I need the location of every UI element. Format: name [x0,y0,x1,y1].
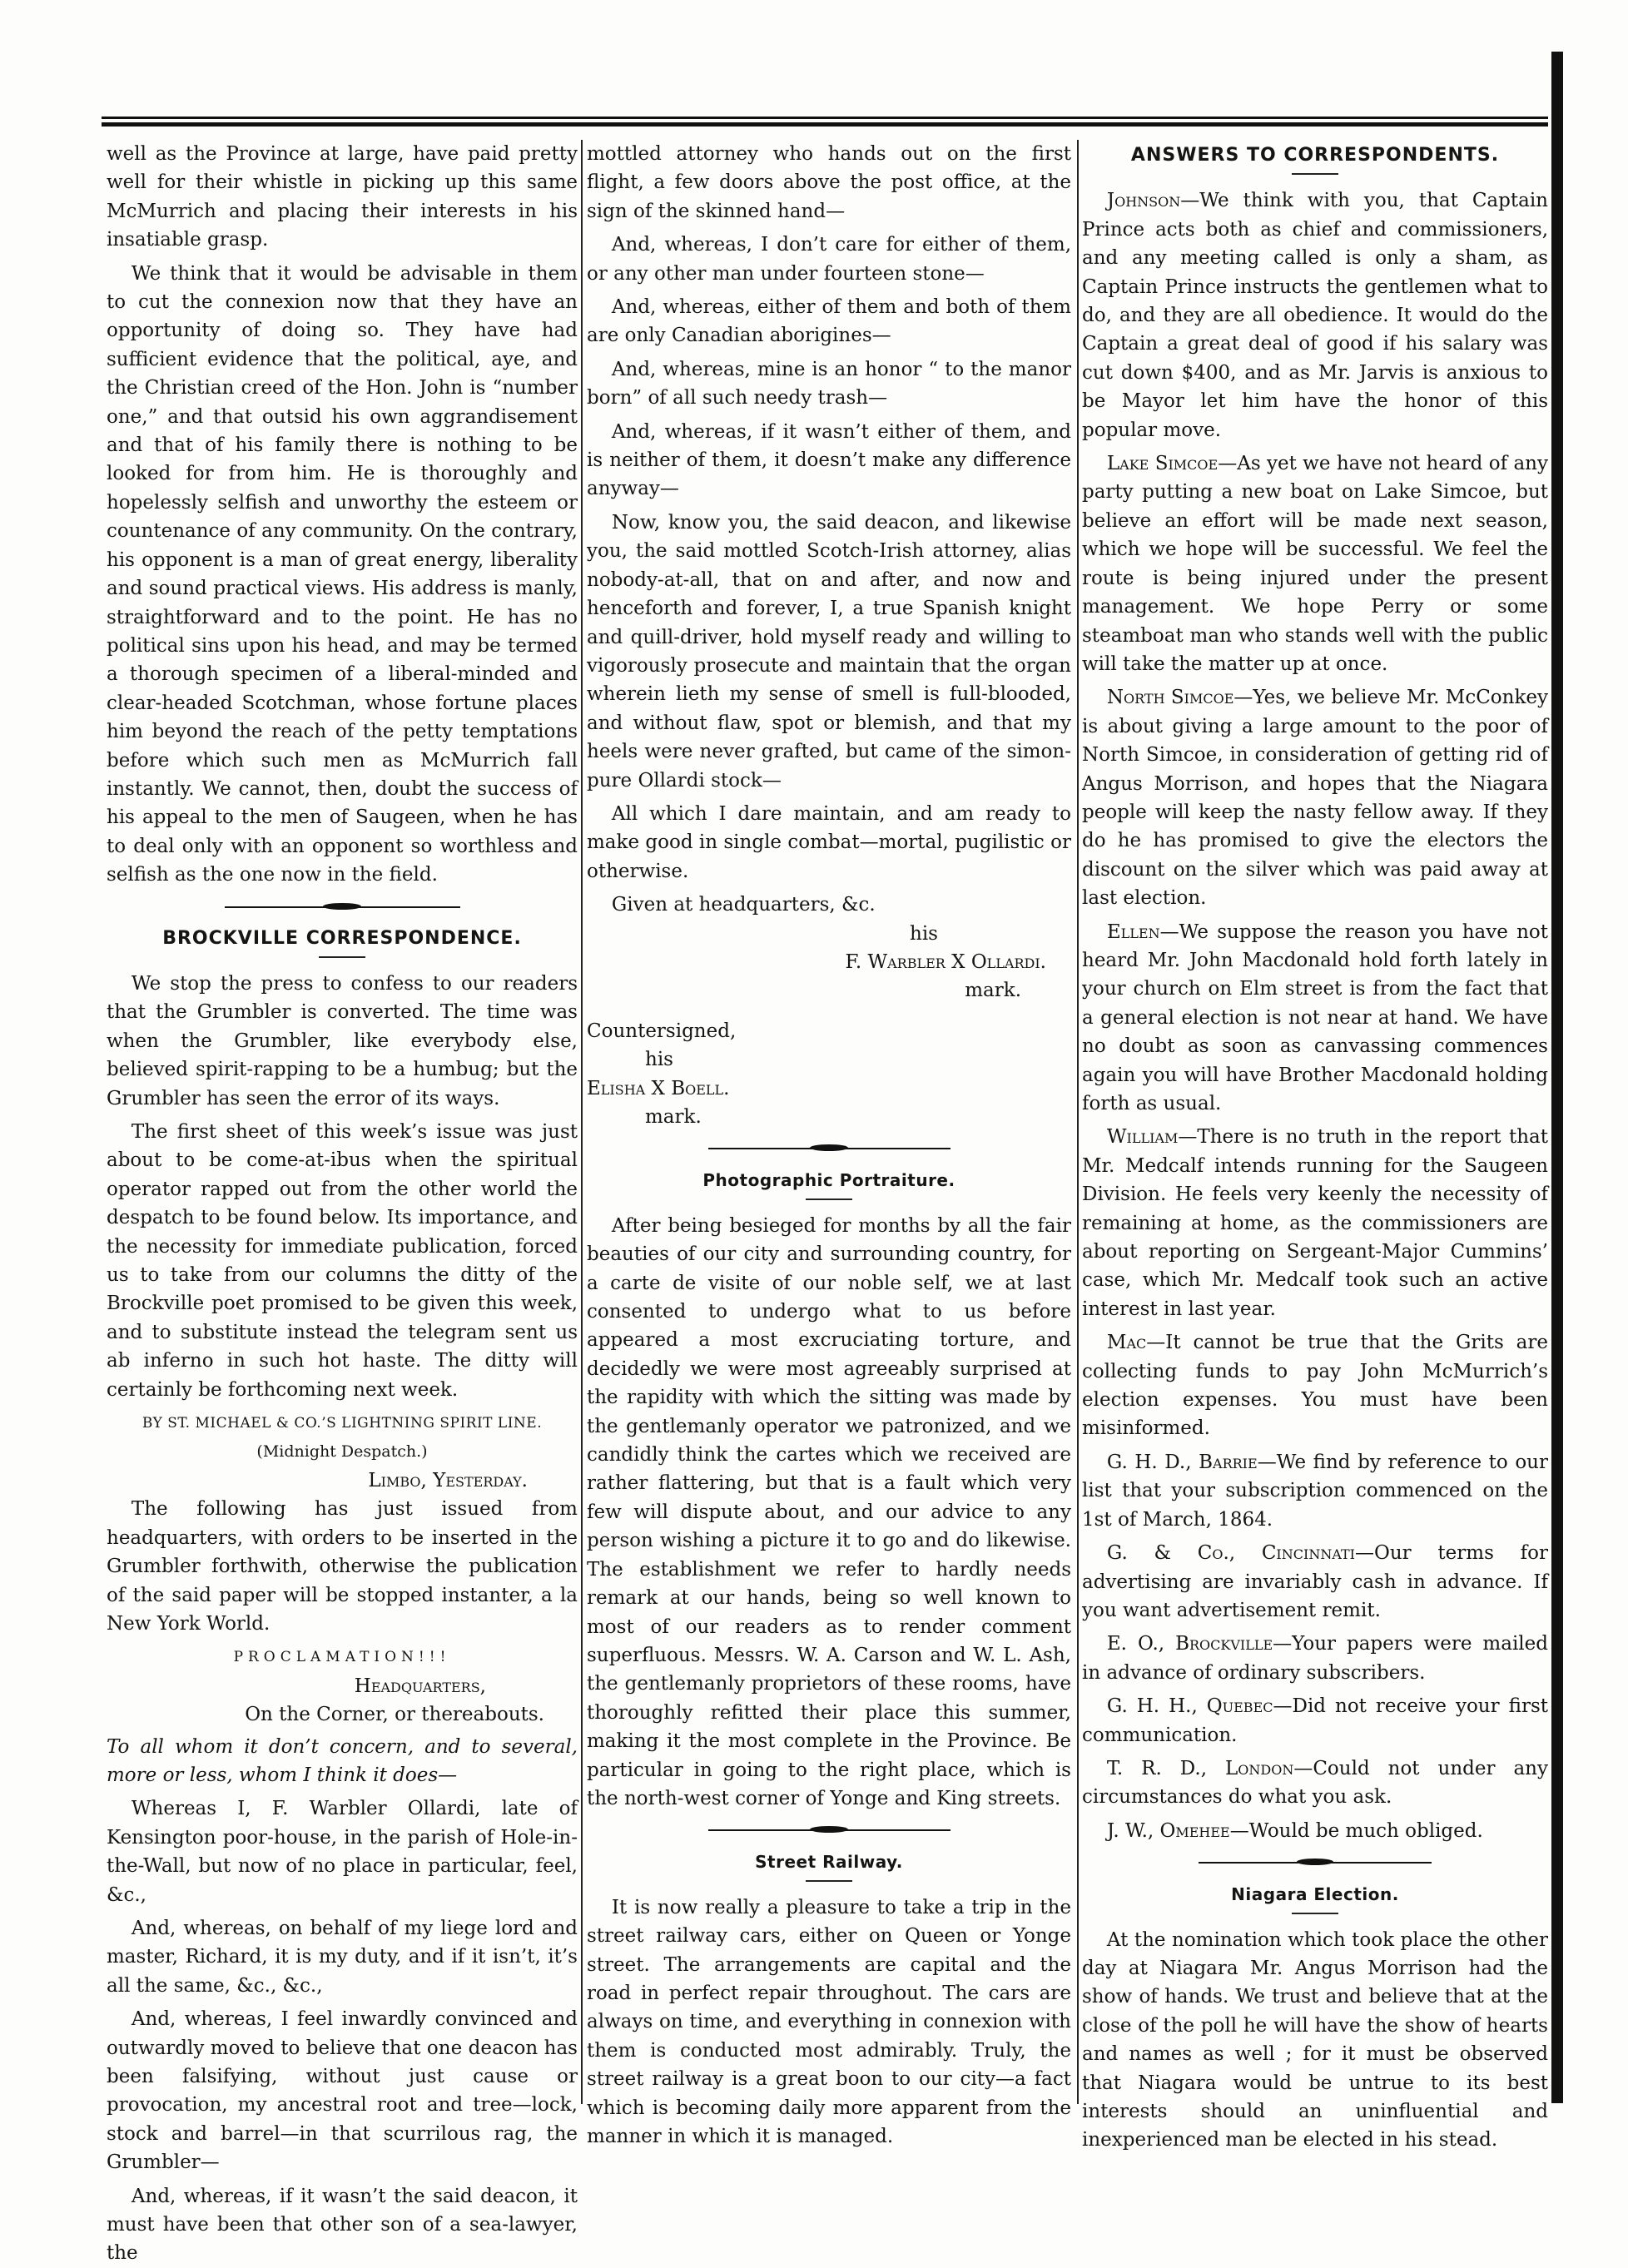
column-rule-right [1077,140,1079,2104]
article-paragraph: We think that it would be advisable in them to cut the connexion now that they have an opportunity of doing so. They have had sufficient evidence that the political, aye, and the Christian creed of the Hon. John is “number one,” and that outsid his own aggrandisement and that of his family there is nothing to be looked for from him. He is thoroughly and hopelessly selfish and unworthy the esteem or countenance of any community. On the contrary, his opponent is a man of great energy, liberality and sound practical views. His address is manly, straightforward and to the point. He has no political sins upon his head, and may be termed a thorough specimen of a liberal-minded and clear-headed Scotchman, whose fortune places him beyond the reach of the petty temptations before which such men as McMurrich fall instantly. We cannot, then, doubt the success of his appeal to the men of Saugeen, when he has to deal only with an opponent so worthless and selfish as the one now in the field. [107,262,578,886]
article-paragraph: We stop the press to confess to our readers that the Grumbler is converted. The time was when the Grumbler, like everybody else, believed spirit-rapping to be a humbug; but the Grumbler has seen the error of its ways. [107,972,578,1109]
article-paragraph: All which I dare maintain, and am ready to make good in single combat—mortal, pugilistic or otherwise. [587,802,1071,882]
article-paragraph: well as the Province at large, have paid pretty well for their whistle in picking up this same McMurrich and placing their interests in his insatiable grasp. [107,143,578,251]
answer-text: —Would be much obliged. [1229,1819,1483,1842]
street-railway-heading: Street Railway. [755,1852,903,1873]
answer-item [1082,1539,1548,1625]
correspondent-name: G. H. H., Quebec [1106,1695,1273,1718]
headquarters-line: Headquarters, [354,1675,486,1697]
article-paragraph: Now, know you, the said deacon, and likewise you, the said mottled Scotch-Irish attorney, alias nobody-at-all, that on and after, and now and henceforth and forever, I, a true Spanish knight and quill-driver, hold myself ready and willing to vigorously prosecute and maintain that the organ wherein lieth my sense of smell is full-blooded, and without flaw, spot or blemish, and that my heels were never grafted, but came of the simon-pure Ollardi stock— [587,511,1071,792]
answer-text: —We think with you, that Captain Prince acts both as chief and commissioners, and any meeting called is only a sham, as Captain Prince instructs the gentlemen what to do, and they are all obedience. It would do the Captain a great deal of good if his salary was cut down $400, and as Mr. Jarvis is anxious to be Mayor let him have the honor of this popular move. [1082,190,1548,441]
answer-item [1082,1754,1548,1812]
answer-text: —We suppose the reason you have not heard Mr. John Macdonald hold forth lately in your church on Elm street is from the fact that a general election is not near at hand. We have no doubt as soon as canvassing commences again you will have Brother Macdonald holding forth as usual. [1082,921,1548,1114]
answer-text: —Did not receive your first communication. [1082,1695,1548,1746]
dateline: Limbo, Yesterday. [368,1469,528,1491]
article-paragraph: After being besieged for months by all the fair beauties of our city and surrounding country, for a carte de visite of our noble self, we at last consented to undergo what to us before appeared a most excruciating torture, and decidedly we were most agreeably surprised at the rapidity with which the sitting was made by the gentlemanly operator we patronized, and we candidly think the cartes which we received are rather flattering, but that is a fault which very few will dispute about, and our advice to any person wishing a picture it to go and do likewise. The establishment we refer to hardly needs remark at our hands, being so well known to most of our readers as to render comment superfluous. Messrs. W. A. Carson and W. L. Ash, the gentlemanly proprietors of these rooms, have thoroughly refitted their place this summer, making it the most complete in the Province. Be particular in going to the right place, which is the north-west corner of Yonge and King streets. [587,1214,1071,1809]
answers-list [1082,186,1548,1845]
heading-rule [1292,173,1338,175]
answer-item [1082,1692,1548,1749]
niagara-heading: Niagara Election. [1231,1884,1399,1905]
article-paragraph: And, whereas, if it wasn’t either of them, and is neither of them, it doesn’t make any difference anyway— [587,420,1071,500]
answer-item [1082,1630,1548,1687]
correspondent-name: Johnson [1106,190,1181,212]
column-rule-left [581,140,583,2104]
section-ornament [107,901,578,913]
column-one [107,140,578,2265]
heading-rule [319,956,365,958]
answer-item [1082,683,1548,912]
section-ornament [587,1143,1071,1154]
heading-rule [806,1199,852,1200]
article-paragraph: And, whereas, I don’t care for either of them, or any other man under fourteen stone— [587,234,1071,285]
answer-item [1082,1448,1548,1534]
article-paragraph: And, whereas, either of them and both of them are only Canadian aborigines— [587,296,1071,347]
answer-item [1082,449,1548,678]
answer-text: —Your papers were mailed in advance of ordinary subscribers. [1082,1633,1548,1684]
despatch-label: (Midnight Despatch.) [256,1442,428,1462]
article-paragraph: And, whereas, mine is an honor “ to the manor born” of all such needy trash— [587,358,1071,409]
masthead-double-rule [102,117,1548,127]
answer-text: —It cannot be true that the Grits are collecting funds to pay John McMurrich’s election expenses. You must have been misinformed. [1082,1332,1548,1440]
correspondent-name: Lake Simcoe [1106,453,1219,475]
correspondent-name: E. O., Brockville [1106,1633,1273,1655]
answer-item [1082,1328,1548,1443]
correspondent-name: Ellen [1106,921,1160,943]
countersign-mark: mark. [645,1106,702,1128]
countersigned-line: Countersigned, [587,1020,737,1042]
correspondent-name: G. H. D., Barrie [1106,1451,1258,1473]
section-ornament [1082,1857,1548,1868]
correspondent-name: T. R. D., London [1106,1757,1294,1779]
correspondent-name: J. W., Omehee [1106,1819,1230,1842]
article-paragraph: It is now really a pleasure to take a trip in the street railway cars, either on Queen or Yonge street. The arrangements are capital and the road in perfect repair throughout. The cars are always on time, and everything in connexion with them is conducted most admirably. Truly, the street railway is a great boon to our city—a fact which is becoming daily more apparent from the manner in which it is managed. [587,1896,1071,2147]
signature-name: F. Warbler X Ollardi. [845,950,1046,973]
countersign-name: Elisha X Boell. [587,1077,730,1099]
answer-text: —Our terms for advertising are invariably cash in advance. If you want advertisement remit. [1082,1542,1548,1621]
heading-rule [806,1880,852,1882]
headquarters-location: On the Corner, or thereabouts. [245,1704,544,1726]
column-two [587,140,1071,2147]
article-paragraph: And, whereas, on behalf of my liege lord and master, Richard, it is my duty, and if it isn’t, it’s all the same, &c., &c., [107,1917,578,1997]
answer-text: —Yes, we believe Mr. McConkey is about giving a large amount to the poor of North Simcoe, in consideration of getting rid of Angus Morrison, and hopes that the Niagara people will keep the nasty fellow away. If they do he has promised to give the electors the discount on the silver which was paid away at last election. [1082,687,1548,910]
signature-mark: mark. [965,980,1021,1002]
telegraph-line-header: BY ST. MICHAEL & CO.’S LIGHTNING SPIRIT LINE. [141,1415,543,1432]
correspondent-name: North Simcoe [1106,687,1234,709]
column-three [1082,140,1548,2151]
answer-text: —There is no truth in the report that Mr. Medcalf intends running for the Saugeen Division. He feels very keenly the necessity of remaining at home, as the commissioners are about reporting on Sergeant-Major Cummins’ case, which Mr. Medcalf took such an active interest in last year. [1082,1126,1548,1320]
given-line: Given at headquarters, &c. [611,894,876,916]
proclamation-title: PROCLAMATION!!! [233,1649,451,1666]
article-paragraph: mottled attorney who hands out on the first flight, a few doors above the post office, at the sign of the skinned hand— [587,143,1071,222]
countersign-his: his [645,1049,673,1071]
answer-text: —As yet we have not heard of any party putting a new boat on Lake Simcoe, but believe an effort will be made next season, which we hope will be successful. We feel the route is being injured under the present management. We hope Perry or some steamboat man who stands well with the public will take the matter up at once. [1082,453,1548,675]
photography-heading: Photographic Portraiture. [702,1170,955,1191]
answer-item [1082,918,1548,1119]
answer-item [1082,186,1548,444]
article-paragraph: And, whereas, I feel inwardly convinced and outwardly moved to believe that one deacon has been falsifying, without just cause or provocation, my ancestral root and tree—lock, stock and barrel—in that scurrilous rag, the Grumbler— [107,2008,578,2174]
brockville-heading: BROCKVILLE CORRESPONDENCE. [162,927,522,949]
correspondent-name: G. & Co., Cincinnati [1106,1542,1355,1565]
answer-item [1082,1123,1548,1323]
page-edge-shadow [1551,52,1563,2103]
heading-rule [1292,1913,1338,1914]
section-ornament [587,1824,1071,1836]
answer-text: —Could not under any circumstances do what you ask. [1082,1757,1548,1809]
proclamation-address: To all whom it don’t concern, and to several, more or less, whom I think it does— [107,1735,578,1786]
correspondent-name: William [1106,1126,1179,1149]
correspondent-name: Mac [1106,1332,1147,1354]
article-paragraph: The first sheet of this week’s issue was just about to be come-at-ibus when the spiritual operator rapped out from the other world the despatch to be found below. Its importance, and the necessity for immediate publication, forced us to take from our columns the ditty of the Brockville poet promised to be given this week, and to substitute instead the telegram sent us ab inferno in such hot haste. The ditty will certainly be forthcoming next week. [107,1121,578,1401]
answer-item [1082,1817,1548,1845]
article-paragraph: And, whereas, if it wasn’t the said deacon, it must have been that other son of a sea-lawyer, the [107,2185,578,2265]
article-paragraph: Whereas I, F. Warbler Ollardi, late of Kensington poor-house, in the parish of Hole-in-the-Wall, but now of no place in particular, feel, &c., [107,1798,578,1906]
signature-his: his [910,922,938,945]
answers-heading: ANSWERS TO CORRESPONDENTS. [1130,145,1500,166]
answer-text: —We find by reference to our list that your subscription commenced on the 1st of March, 1864. [1082,1451,1548,1531]
article-paragraph: The following has just issued from headquarters, with orders to be inserted in the Grumbler forthwith, otherwise the publication of the said paper will be stopped instanter, a la New York World. [107,1498,578,1635]
signature-block [587,891,1071,1131]
article-paragraph: At the nomination which took place the other day at Niagara Mr. Angus Morrison had the show of hands. We trust and believe that at the close of the poll he will have the show of hearts and names as well ; for it must be observed that Niagara would be untrue to its best interests should an uninfluential and inexperienced man be elected in his stead. [1082,1928,1548,2151]
